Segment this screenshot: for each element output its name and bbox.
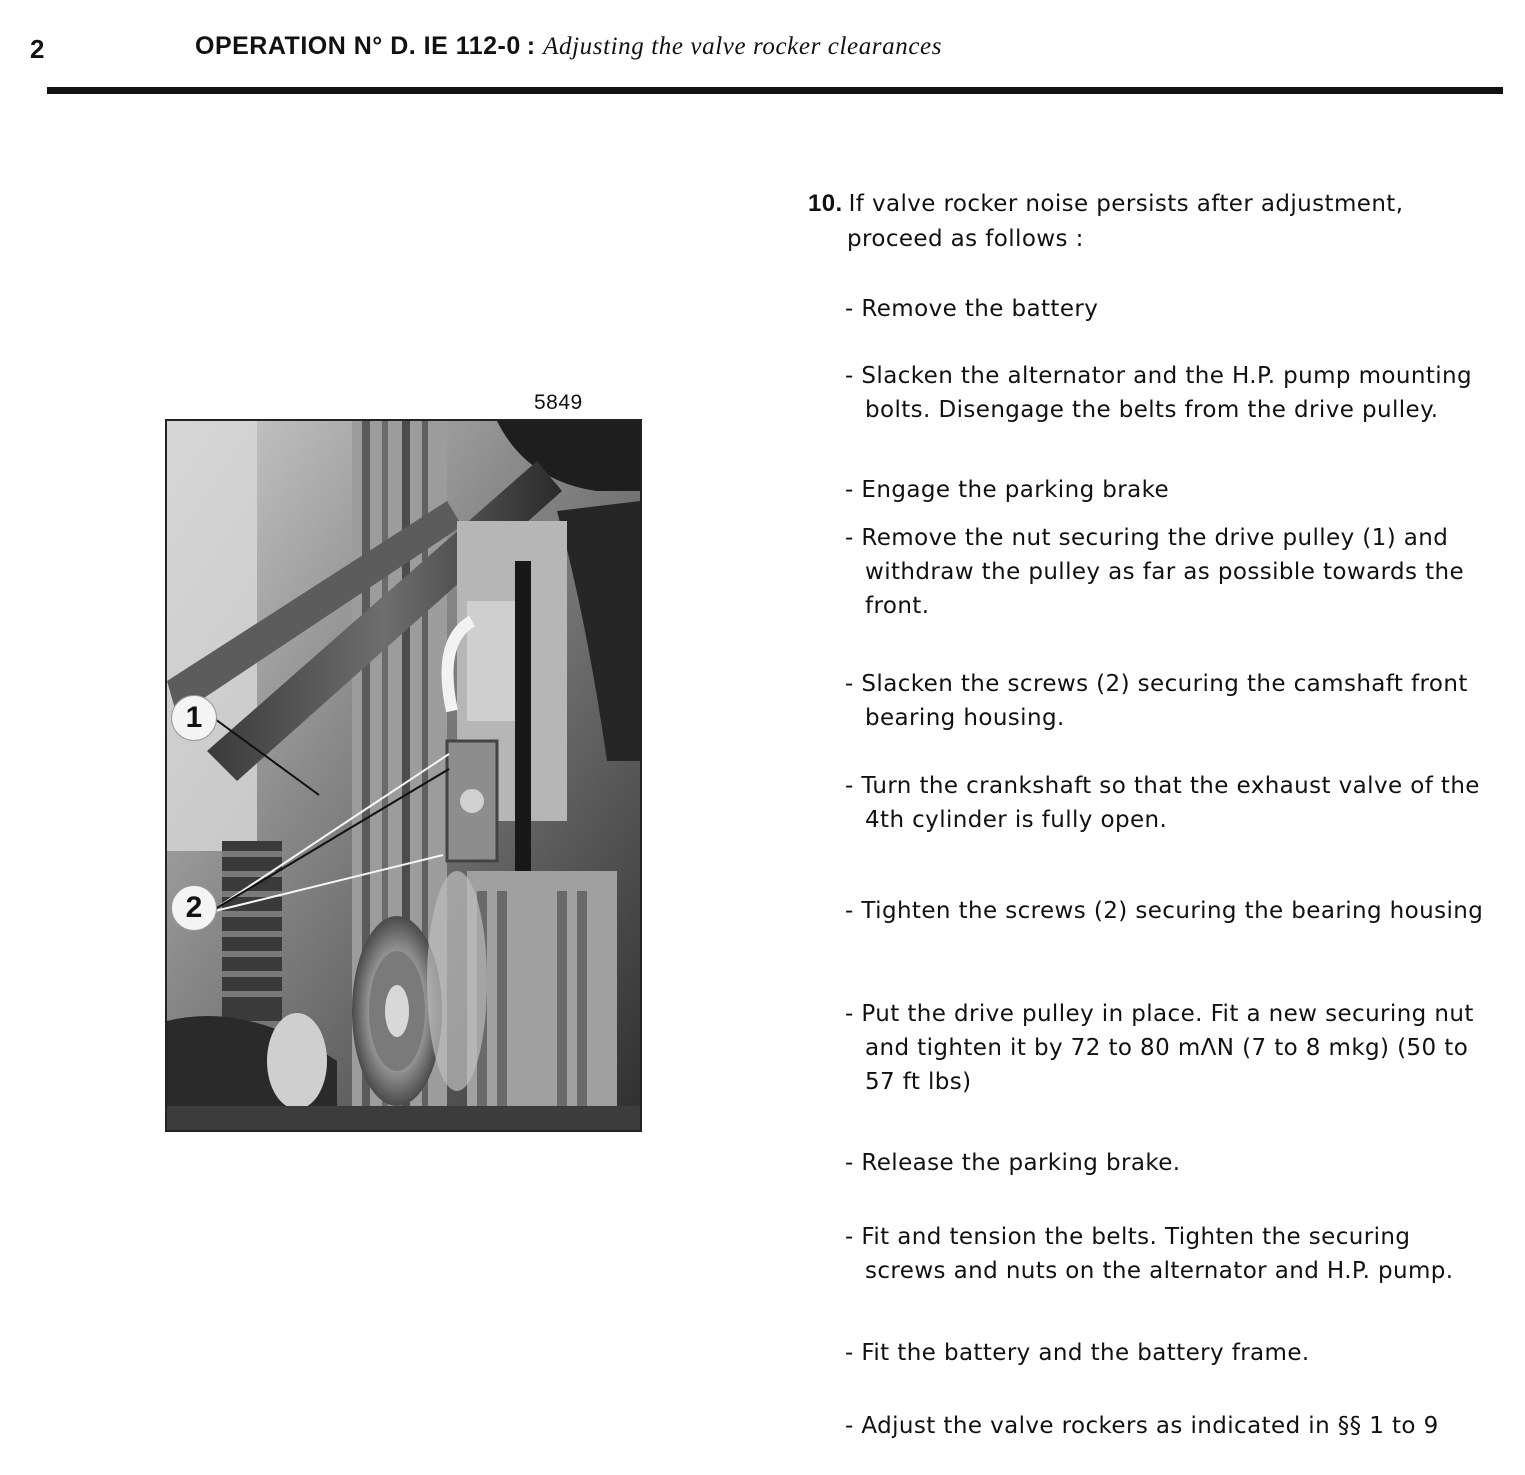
instruction-item: - Tighten the screws (2) securing the bearing housing [845, 898, 1484, 924]
instruction-item: - Adjust the valve rockers as indicated in §§ 1 to 9 [845, 1413, 1439, 1439]
instruction-item: - Fit the battery and the battery frame. [845, 1340, 1310, 1366]
engine-photo-illustration [167, 421, 640, 1130]
instruction-item: - Slacken the screws (2) securing the camshaft front bearing housing. [845, 671, 1468, 731]
instruction-item: - Fit and tension the belts. Tighten the securing screws and nuts on the alternator and H.P. pump. [845, 1224, 1454, 1284]
page-header [195, 32, 942, 61]
figure-number: 5849 [534, 391, 583, 414]
step-intro-line2: proceed as follows : [847, 226, 1084, 252]
callout-1: 1 [171, 695, 217, 741]
header-separator: : [526, 32, 536, 60]
callout-2: 2 [171, 885, 217, 931]
step-number: 10. [808, 190, 843, 217]
instruction-item: - Release the parking brake. [845, 1150, 1181, 1176]
operation-subject: Adjusting the valve rocker clearances [543, 33, 943, 60]
step-heading [808, 186, 1488, 257]
step-intro-line1: If valve rocker noise persists after adjustment, [848, 191, 1404, 217]
instruction-item: - Engage the parking brake [845, 477, 1170, 503]
instruction-item: - Turn the crankshaft so that the exhaust valve of the 4th cylinder is fully open. [845, 773, 1480, 833]
instruction-item: - Remove the battery [845, 296, 1099, 322]
instruction-item: - Slacken the alternator and the H.P. pump mounting bolts. Disengage the belts from the drive pulley. [845, 363, 1473, 423]
operation-code: OPERATION N° D. IE 112-0 [195, 32, 521, 60]
header-rule [47, 87, 1503, 94]
page-number: 2 [30, 34, 45, 64]
instruction-item: - Put the drive pulley in place. Fit a new securing nut and tighten it by 72 to 80 mΛN (7 to 8 mkg) (50 to 57 ft lbs) [845, 1001, 1474, 1095]
instruction-item: - Remove the nut securing the drive pulley (1) and withdraw the pulley as far as possible towards the front. [845, 525, 1465, 619]
engine-photo [165, 419, 642, 1132]
